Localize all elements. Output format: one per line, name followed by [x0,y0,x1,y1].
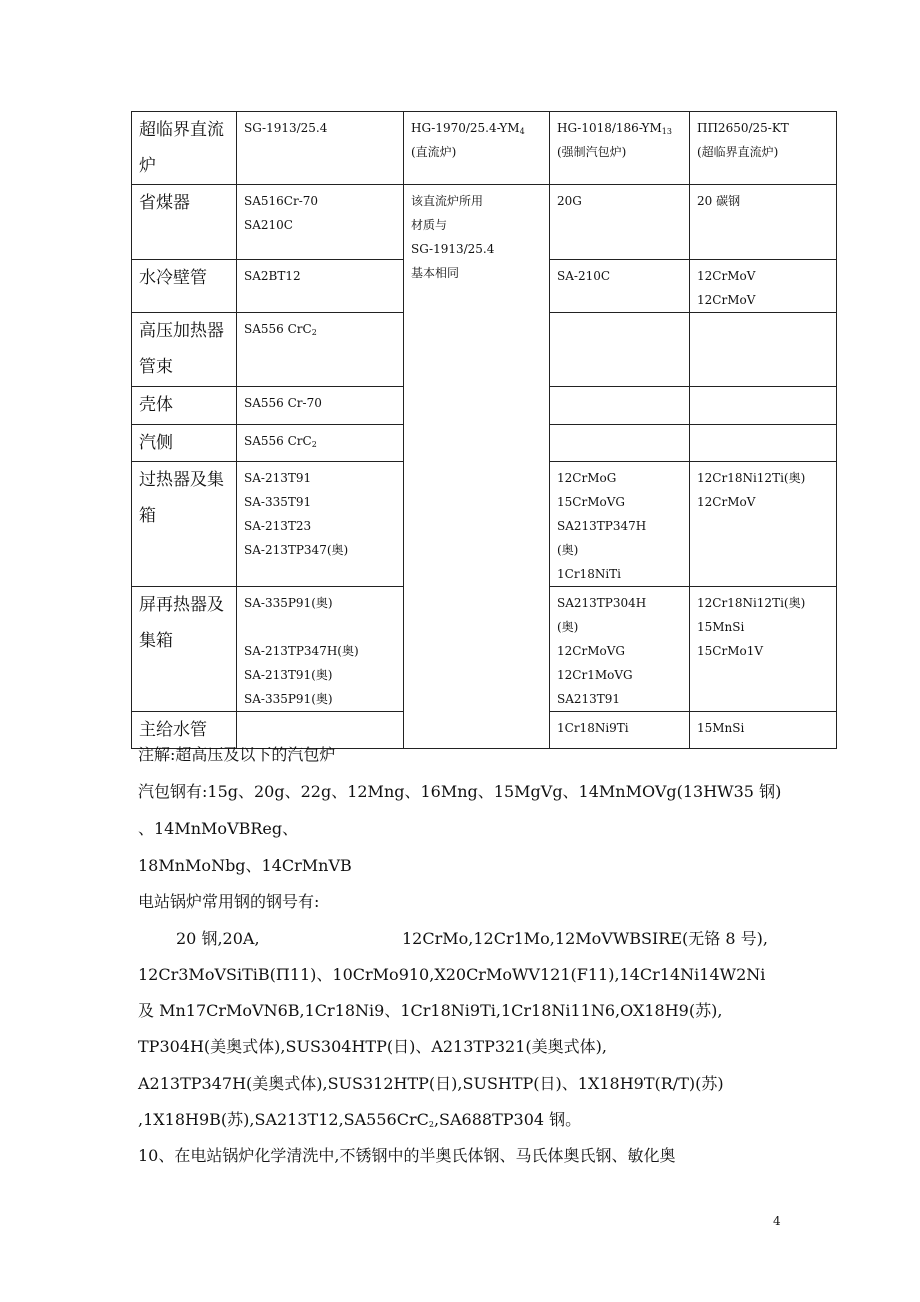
row-category: 省煤器 [132,185,237,260]
table-cell: SA-213T91 SA-335T91 SA-213T23 SA-213TP347(奥) [237,462,404,587]
paragraph: 18MnMoNbg、14CrMnVB [138,856,352,875]
row-category: 过热器及集箱 [132,462,237,587]
row-category: 高压加热器管束 [132,313,237,387]
table-cell: SA213TP304H (奥) 12CrMoVG 12Cr1MoVG SA213T91 [550,587,690,712]
table-cell: 1Cr18Ni9Ti [550,712,690,749]
paragraph: 及 Mn17CrMoVN6B,1Cr18Ni9、1Cr18Ni9Ti,1Cr18Ni11N6,OX18H9(苏), [138,1001,723,1020]
paragraph: A213TP347H(美奥式体),SUS312HTP(日),SUSHTP(日)、1X18H9T(R/T)(苏) [138,1074,724,1093]
table-cell [550,313,690,387]
paragraph: 12Cr3MoVSiTiB(Π11)、10CrMo910,X20CrMoWV121(F11),14Cr14Ni14W2Ni [138,965,766,984]
table-cell [690,313,837,387]
row-category: 汽侧 [132,425,237,462]
table-cell: 20 碳钢 [690,185,837,260]
page-number: 4 [773,1214,781,1228]
table-cell: 12Cr18Ni12Ti(奥) 15MnSi 15CrMo1V [690,587,837,712]
table-cell: ΠΠ2650/25-KT (超临界直流炉) [690,112,837,185]
row-category: 水冷壁管 [132,260,237,313]
table-cell [550,387,690,425]
paragraph: 汽包钢有:15g、20g、22g、12Mng、16Mng、15MgVg、14MnMOVg(13HW35 钢) [138,782,782,801]
table-cell: 20G [550,185,690,260]
table-cell [690,387,837,425]
paragraph: 、14MnMoVBReg、 [138,819,299,838]
table-cell: 12CrMoV 12CrMoV [690,260,837,313]
table-cell: SA-335P91(奥) SA-213TP347H(奥) SA-213T91(奥) SA-335P91(奥) [237,587,404,712]
table-cell [550,425,690,462]
table-cell: $HG-1970/25.4-YM_4$ (直流炉) [404,112,550,185]
paragraph: 20 钢,20A, [176,929,260,948]
row-category: 屏再热器及集箱 [132,587,237,712]
paragraph: 12CrMo,12Cr1Mo,12MoVWBSIRE(无铬 8 号), [402,929,768,948]
table-cell: 15MnSi [690,712,837,749]
paragraph: ,1X18H9B(苏),SA213T12,SA556CrC$_2$,SA688TP304 钢。 [138,1110,582,1129]
row-category: 主给水管 [132,712,237,749]
table-row [132,112,837,185]
table-row [132,185,837,260]
table-cell: 12Cr18Ni12Ti(奥) 12CrMoV [690,462,837,587]
category-label: 超临界直流炉 [139,120,224,176]
boiler-materials-table [131,111,837,749]
table-cell: SA-210C [550,260,690,313]
row-category [132,112,237,185]
table-cell: SA556 CrC$_2$ [237,425,404,462]
table-cell: SA2BT12 [237,260,404,313]
row-category: 壳体 [132,387,237,425]
table-cell: $HG-1018/186-YM_{13}$ (强制汽包炉) [550,112,690,185]
paragraph: 电站锅炉常用钢的钢号有: [138,892,320,911]
paragraph: TP304H(美奥式体),SUS304HTP(日)、A213TP321(美奥式体), [138,1037,607,1056]
table-cell [237,712,404,749]
table-cell: SA556 Cr-70 [237,387,404,425]
table-cell: SA516Cr-70 SA210C [237,185,404,260]
paragraph: 10、在电站锅炉化学清洗中,不锈钢中的半奥氏体钢、马氏体奥氏钢、敏化奥 [138,1146,676,1165]
table-cell: SG-1913/25.4 [237,112,404,185]
table-cell [690,425,837,462]
table-cell: SA556 CrC$_2$ [237,313,404,387]
merged-note-cell: 该直流炉所用 材质与 SG-1913/25.4 基本相同 [404,185,550,749]
note-heading: 注解:超高压及以下的汽包炉 [138,745,336,764]
table-cell: 12CrMoG 15CrMoVG SA213TP347H (奥) 1Cr18NiTi [550,462,690,587]
